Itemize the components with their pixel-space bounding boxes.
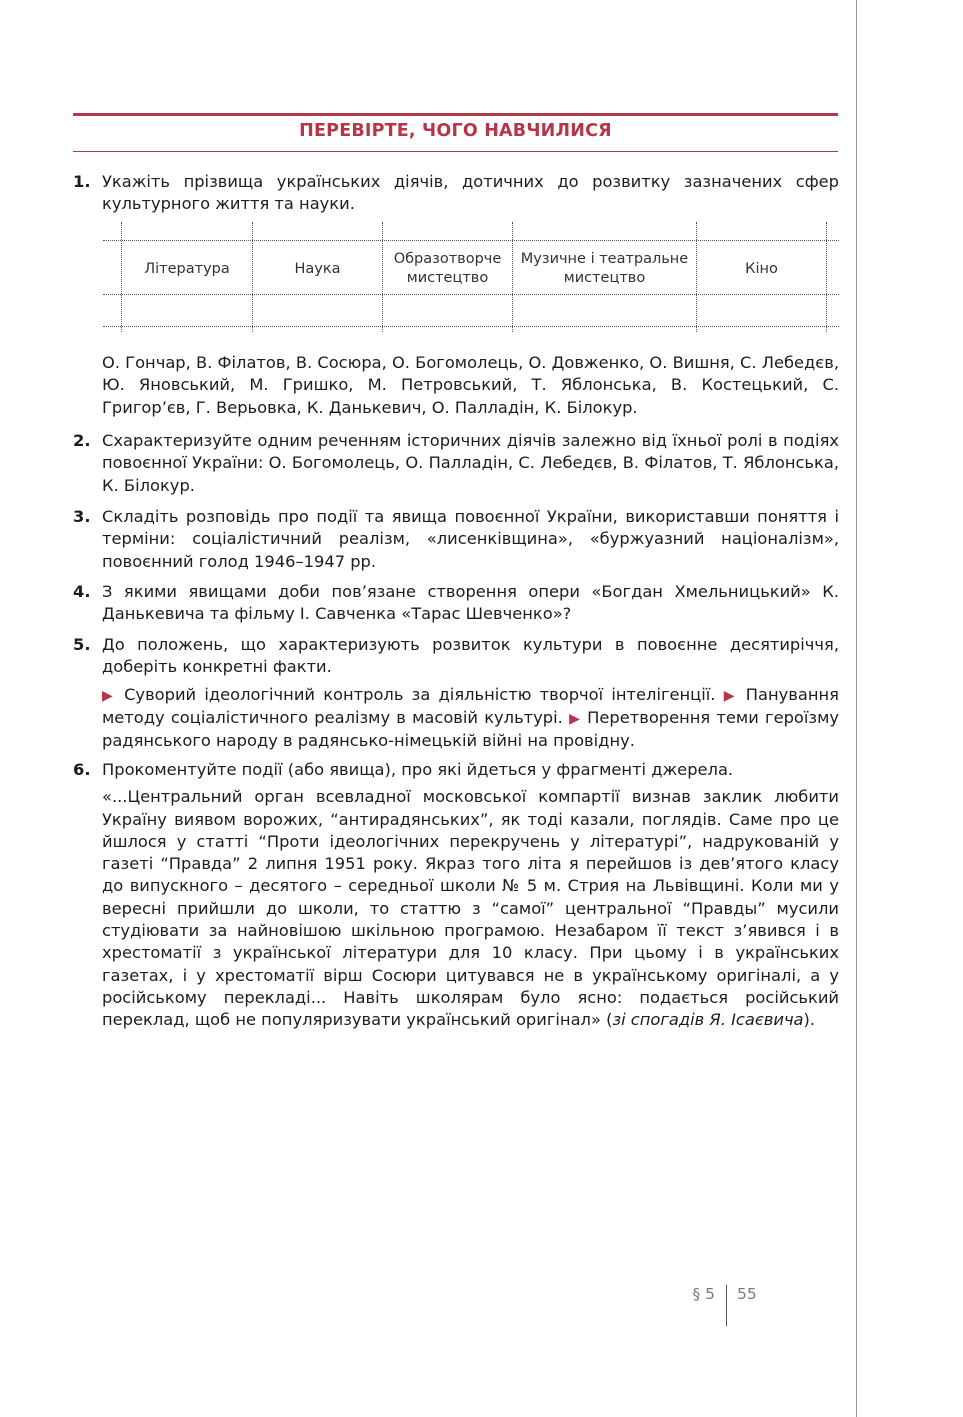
question-text: Укажіть прізвища українських діячів, дотичних до розвитку зазначених сфер культурного життя та науки. bbox=[102, 172, 839, 214]
table-header-science: Наука bbox=[294, 260, 341, 277]
fact-item: Перетворення теми героїзму радянського народу в радянсько-німецькій війні на провідну. bbox=[102, 707, 839, 751]
answer-table bbox=[103, 222, 839, 332]
question-4 bbox=[73, 581, 839, 626]
section-title: ПЕРЕВІРТЕ, ЧОГО НАВЧИЛИСЯ bbox=[299, 121, 612, 141]
question-text: З якими явищами доби пов’язане створення опери «Богдан Хмельницький» К. Данькевича та фільму І. Савченка «Тарас Шевченко»? bbox=[102, 582, 839, 624]
names-list: О. Гончар, В. Філатов, В. Сосюра, О. Богомолець, О. Довженко, О. Вишня, С. Лебедєв, Ю. Яновський, М. Гришко, М. Петровський, Т. Яблонська, В. Костецький, С. Григор’єв, Г. Верьовка, К. Данькевич, О. Палладін, К. Білокур. bbox=[102, 353, 840, 417]
header-top-rule bbox=[73, 113, 838, 116]
page-number: 55 bbox=[737, 1285, 757, 1303]
table-line bbox=[103, 326, 839, 327]
question-text: До положень, що характеризують розвиток культури в повоєнне десятиріччя, доберіть конкретні факти. bbox=[102, 635, 839, 677]
question-number: 5. bbox=[73, 635, 91, 654]
question-1 bbox=[73, 171, 839, 216]
quote-end: ). bbox=[803, 1010, 816, 1030]
question-number: 3. bbox=[73, 507, 91, 526]
question-number: 2. bbox=[73, 431, 91, 450]
question-number: 4. bbox=[73, 582, 91, 601]
fact-item: Панування методу соціалістичного реалізму в масовій культурі. bbox=[102, 684, 839, 727]
fact-item: Суворий ідеологічний контроль за діяльністю творчої інтелігенції. bbox=[124, 684, 716, 704]
header-bottom-rule bbox=[73, 151, 838, 152]
question-text: Складіть розповідь про події та явища повоєнної України, використавши поняття і терміни: соціалістичний реалізм, «лисенківщина», «буржуазний націоналізм», повоєнний голод 1946–1947 рр. bbox=[102, 507, 839, 571]
table-line bbox=[826, 222, 827, 332]
quote-source: зі спогадів Я. Ісаєвича bbox=[612, 1010, 804, 1030]
question-6 bbox=[73, 759, 839, 1032]
table-line bbox=[103, 240, 839, 241]
triangle-right-icon: ▶ bbox=[102, 687, 116, 704]
table-header-cinema: Кіно bbox=[745, 260, 778, 277]
question-5 bbox=[73, 634, 839, 752]
table-header-music-theatre: Музичне і театральне мистецтво bbox=[520, 251, 689, 286]
table-line bbox=[103, 294, 839, 295]
triangle-right-icon: ▶ bbox=[723, 687, 738, 704]
facts-list bbox=[102, 684, 839, 753]
section-number: § 5 bbox=[692, 1285, 715, 1303]
page-edge-rule bbox=[856, 0, 857, 1417]
table-header-fine-art: Образотворче мистецтво bbox=[393, 251, 502, 286]
table-header-literature: Література bbox=[144, 260, 230, 277]
triangle-right-icon: ▶ bbox=[569, 710, 581, 727]
question-text: Прокоментуйте події (або явища), про які йдеться у фрагменті джерела. bbox=[102, 760, 734, 779]
source-quote bbox=[102, 786, 839, 1031]
question-2 bbox=[73, 430, 839, 497]
question-1-names bbox=[73, 352, 839, 419]
question-number: 1. bbox=[73, 172, 91, 191]
question-text: Схарактеризуйте одним реченням історичних діячів залежно від їхньої ролі в подіях повоєнної України: О. Богомолець, О. Палладін, С. Лебедєв, В. Філатов, Т. Яблонська, К. Білокур. bbox=[102, 431, 839, 495]
footer-divider bbox=[726, 1285, 727, 1326]
question-3 bbox=[73, 506, 839, 573]
quote-text: «...Центральний орган всевладної московської компартії визнав заклик любити Україну виявом ворожих, “антирадянських”, як тоді казали, поглядів. Саме про це йшлося у статті “Проти ідеологічних перекручень у літературі”, надрукованій у газеті “Правда” 2 липня 1951 року. Якраз того літа я перейшов із дев’ятого класу до випускного – десятого – середньої школи № 5 м. Стрия на Львівщині. Коли ми у вересні прийшли до школи, то статтю з “самої” центральної “Правды” мусили студіювати за найновішою шкільною програмою. Незабаром її текст з’явився і в хрестоматії з української літератури для 10 класу. При цьому і в українських газетах, і у хрестоматії вірш Сосюри цитувався не в українському оригіналі, а у російському перекладі... Навіть школярам було ясно: подається російський переклад, щоб не популяризувати український оригінал» ( bbox=[102, 787, 839, 1030]
question-number: 6. bbox=[73, 760, 91, 779]
